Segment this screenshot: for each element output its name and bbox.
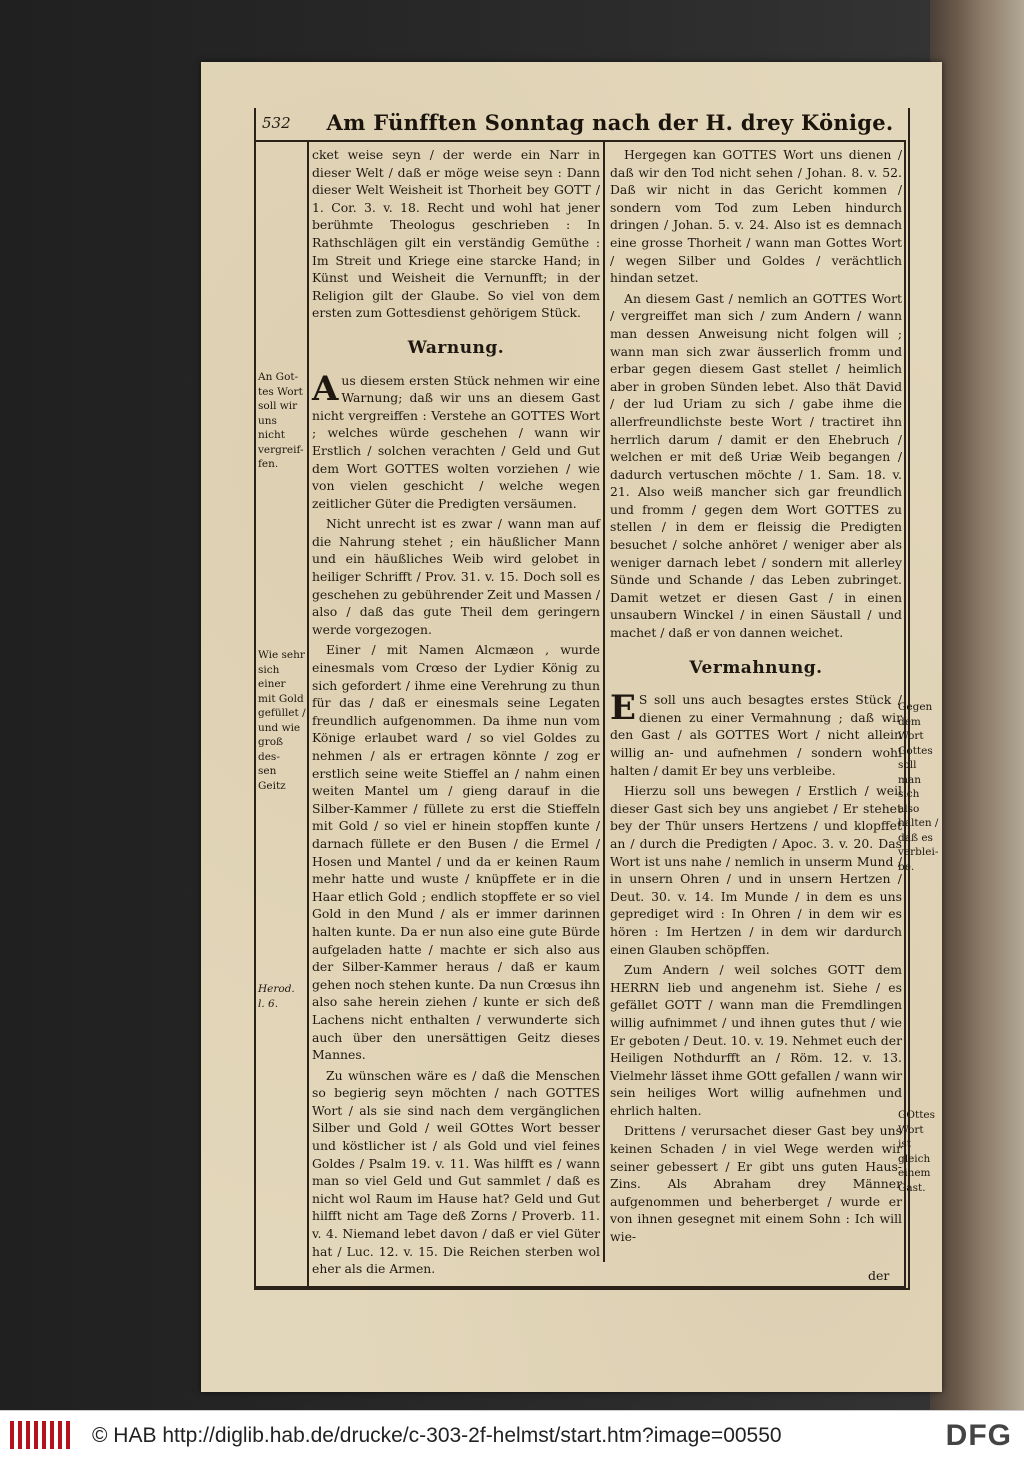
right-paragraph-5: Zum Andern / weil solches GOTT dem HERRN lieb und angenehm ist. Siehe / es gefället GOTT / wann man die Fremdlingen willig aufnimmet / und ihnen gutes thut / wie Er geboten / Deut. 10. v. 19. Nehmet euch der Heiligen Nothdurfft an / Röm. 12. v. 13. Vielmehr lässet ihme GOtt gefallen / wann wir sein heiliges Wort willig aufnehmen und ehrlich halten. bbox=[610, 962, 902, 1118]
left-text-column bbox=[312, 146, 600, 1281]
header-rule bbox=[254, 140, 906, 142]
footer-rule bbox=[254, 1286, 906, 1288]
margin-note-left-1: An Got- tes Wort soll wir uns nicht vergreif- fen. bbox=[258, 371, 304, 470]
margin-rule-left bbox=[307, 142, 309, 1288]
source-url-link[interactable]: © HAB http://diglib.hab.de/drucke/c-303-2f-helmst/start.htm?image=00550 bbox=[92, 1424, 782, 1447]
heading-warnung: Warnung. bbox=[407, 337, 505, 358]
right-text-column bbox=[610, 146, 902, 1281]
right-paragraph-4: Hierzu soll uns bewegen / Erstlich / weil dieser Gast sich bey uns angiebet / Er stehet bey der Thür unsers Hertzens / und klopffet an / durch die Predigten / Apoc. 3. v. 20. Das Wort ist uns nahe / nemlich in unserm Mund / in unsern Ohren / und in unsern Hertzen / Deut. 30. v. 14. Im Munde / in dem es uns geprediget wird : In Ohren / in dem wir es hören : Im Hertzen / in dem wir dardurch einen Glauben schöpffen. bbox=[610, 783, 902, 957]
right-paragraph-2: An diesem Gast / nemlich an GOTTES Wort / vergreiffet man sich / zum Andern / wann man dessen Anweisung nicht folgen will ; wann man sich zwar äusserlich fromm und erbar gegen diesem Gast stellet / heimlich aber in groben Sünden lebet. Also thät David / der lud Uriam zu sich / gabe ihme die allerfreundlichste beste Wort / tractiret ihn herrlich darum / damit er den Ehebruch / welchen er mit deß Uriæ Weib begangen / dadurch vertuschen möchte / 1. Sam. 18. v. 21. Also weiß mancher sich gar freundlich und fromm / gegen dem Wort GOTTES zu stellen / in dem er fleissig die Predigten besuchet / solche anhöret / weniger aber als weniger darnach lebet / sondern mit allerley Sünde und Schande / das Leben zubringet. Damit wetzet er diesen Gast / in einen unsaubern Winckel / in einen Säustall / und machet / daß er von dannen weichet. bbox=[610, 290, 902, 641]
running-head: Am Fünfften Sonntag nach der H. drey Könige. bbox=[326, 110, 894, 135]
margin-note-left-2: Wie sehr sich einer mit Gold gefüllet / und wie groß des- sen Geitz bbox=[258, 649, 306, 792]
left-paragraph-3: Nicht unrecht ist es zwar / wann man auf die Nahrung stehet ; ein häußlicher Mann und ein häußliches Weib wird gelobet in heiliger Schrifft / Prov. 31. v. 15. Doch soll es geschehen zu gebührender Zeit und Massen / also / daß das gute Theil dem geringern werde vorgezogen. bbox=[312, 516, 600, 637]
page-number: 532 bbox=[262, 114, 291, 132]
left-paragraph-1: cket weise seyn / der werde ein Narr in dieser Welt / daß er möge weise seyn : Dann dieser Welt Weisheit ist Thorheit bey GOTT / 1. Cor. 3. v. 18. Recht und wohl hat jener berühmte Theologus geschrieben : In Rathschlägen gilt ein verständig Gemüthe : Im Streit und Kriege eine starcke Hand; in Künst und Weisheit die Vernunfft; in der Religion gilt der Glaube. So viel von dem ersten zum Gottesdienst gehörigem Stück. bbox=[312, 147, 600, 321]
catchword: der bbox=[868, 1268, 890, 1283]
margin-note-right-1: Gegen dem Wort Gottes soll man sich also halten / daß es verblei- be. bbox=[898, 701, 939, 873]
right-paragraph-3-text: S soll uns auch besagtes erstes Stück / dienen zu einer Vermahnung ; daß wir den Gast / als GOTTES Wort / nicht allein willig an- und aufnehmen / sondern wohl halten / damit Er bey uns verbleibe. bbox=[610, 692, 902, 778]
viewer-footer bbox=[0, 1410, 1024, 1459]
left-paragraph-4: Einer / mit Namen Alcmæon , wurde einesmals vom Crœso der Lydier König zu sich gefordert / ihme eine Verehrung zu thun für das / daß er einesmals seine Legaten freundlich aufgenommen. Da ihme nun vom Könige erlaubet ward / so viel Goldes zu nehmen / als er ertragen könnte / zog er erstlich seine weite Stieffel an / nahm einen weiten Mantel um / gieng darauf in die Silber-Kammer / füllete zu erst die Stieffeln mit Gold / so viel er hinein stopffen kunte / darnach füllete er den Busen / die Ermel / Hosen und Mantel / und da er keinen Raum mehr hatte und wuste / knüpffete er in die Haar etlich Gold ; endlich stopffete er so viel Gold in den Mund / als er immer darinnen halten kunte. Da er nun also eine gute Bürde aufgeladen hatte / machte er sich also aus der Silber-Kammer heraus / daß er kaum gehen noch stehen kunte. Da nun Crœsus ihn also sahe herein ziehen / kunte er sich deß Lachens nicht enthalten / verwunderte sich auch über den unersättigen Geitz dieses Mannes. bbox=[312, 642, 600, 1063]
right-paragraph-1: Hergegen kan GOTTES Wort uns dienen / daß wir den Tod nicht sehen / Johan. 8. v. 52. Daß wir nicht in das Gericht kommen / sondern vom Tod zum Leben hindurch dringen / Johan. 5. v. 24. Also ist es demnach eine grosse Thorheit / wann man Gottes Wort / wegen Silber und Goldes / verächtlich hindan setzet. bbox=[610, 147, 902, 286]
right-paragraph-3 bbox=[610, 688, 902, 779]
column-rule-middle bbox=[603, 142, 605, 1262]
book-spine bbox=[930, 0, 1024, 1410]
left-paragraph-5: Zu wünschen wäre es / daß die Menschen so begierig seyn möchten / nach GOTTES Wort / als sie sind nach dem vergänglichen Silber und Gold / weil GOttes Wort besser und köstlicher ist / als Gold und viel feines Goldes / Psalm 19. v. 11. Was hilfft es / wann man so viel Geld und Gut sammlet / daß es nicht wol Raum im Hause hat? Geld und Gut hilfft nicht am Tage deß Zorns / Proverb. 11. v. 4. Niemand lebet davon / daß er viel Güter hat / Luc. 12. v. 15. Die Reichen sterben wol eher als die Armen. bbox=[312, 1067, 600, 1277]
margin-note-left-3: Herod. l. 6. bbox=[258, 983, 295, 1010]
margin-note-right-2: GOttes Wort ist gleich einem Gast. bbox=[898, 1109, 936, 1194]
drop-cap-a: A bbox=[312, 368, 339, 409]
hab-logo-icon bbox=[10, 1421, 70, 1449]
dfg-logo: DFG bbox=[945, 1419, 1012, 1452]
heading-vermahnung: Vermahnung. bbox=[689, 657, 823, 678]
right-paragraph-6: Drittens / verursachet dieser Gast bey uns keinen Schaden / in viel Wege werden wir seiner gebessert / Er gibt uns guten Haus-Zins. Als Abraham drey Männer aufgenommen und beherberget / wurde er von ihnen gesegnet mit einem Sohn : Ich will wie- bbox=[610, 1123, 902, 1245]
drop-cap-e: E bbox=[610, 688, 636, 729]
left-paragraph-2-text: us diesem ersten Stück nehmen wir eine Warnung; daß wir uns an diesem Gast nicht vergreiffen : Verstehe an GOTTES Wort ; welches würde geschehen / wann wir Erstlich / solchen verachten / Geld und Gut dem Wort GOTTES wolten vorziehen / wie von vielen geschicht / welche wegen zeitlicher Güter die Predigten versäumen. bbox=[312, 372, 600, 511]
left-paragraph-2 bbox=[312, 368, 600, 513]
